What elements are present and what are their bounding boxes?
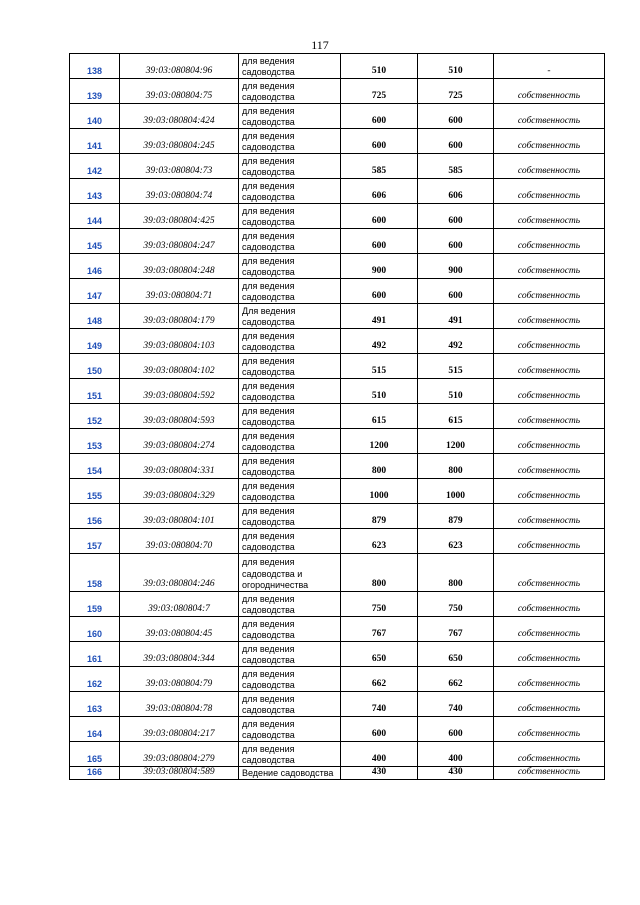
- area-documented-cell: 600: [418, 229, 494, 254]
- land-use-cell: для ведения садоводства: [239, 404, 341, 429]
- area-documented-cell: 600: [418, 129, 494, 154]
- cadastral-number-cell: 39:03:080804:274: [120, 429, 239, 454]
- row-number-cell: 159: [70, 592, 120, 617]
- area-cell: 606: [341, 179, 418, 204]
- table-row: [70, 529, 605, 554]
- table-row: [70, 642, 605, 667]
- row-number-cell: 163: [70, 692, 120, 717]
- table-row: [70, 479, 605, 504]
- cadastral-number-cell: 39:03:080804:73: [120, 154, 239, 179]
- cadastral-number-cell: 39:03:080804:344: [120, 642, 239, 667]
- area-cell: 600: [341, 229, 418, 254]
- row-number-cell: 152: [70, 404, 120, 429]
- area-cell: 767: [341, 617, 418, 642]
- area-cell: 900: [341, 254, 418, 279]
- area-cell: 515: [341, 354, 418, 379]
- area-documented-cell: 650: [418, 642, 494, 667]
- table-row: [70, 504, 605, 529]
- land-use-cell: для ведения садоводства: [239, 479, 341, 504]
- table-row: [70, 304, 605, 329]
- ownership-right-cell: собственность: [494, 279, 605, 304]
- area-documented-cell: 606: [418, 179, 494, 204]
- land-use-cell: для ведения садоводства: [239, 229, 341, 254]
- cadastral-number-cell: 39:03:080804:246: [120, 554, 239, 592]
- row-number-cell: 165: [70, 742, 120, 767]
- table-row: [70, 429, 605, 454]
- table-row: [70, 179, 605, 204]
- ownership-right-cell: собственность: [494, 692, 605, 717]
- table-row: [70, 154, 605, 179]
- cadastral-number-cell: 39:03:080804:593: [120, 404, 239, 429]
- cadastral-number-cell: 39:03:080804:329: [120, 479, 239, 504]
- area-documented-cell: 900: [418, 254, 494, 279]
- table-row: [70, 104, 605, 129]
- area-cell: 510: [341, 379, 418, 404]
- ownership-right-cell: собственность: [494, 254, 605, 279]
- area-cell: 491: [341, 304, 418, 329]
- area-cell: 615: [341, 404, 418, 429]
- land-use-cell: для ведения садоводства: [239, 154, 341, 179]
- area-cell: 623: [341, 529, 418, 554]
- area-documented-cell: 510: [418, 379, 494, 404]
- row-number-cell: 146: [70, 254, 120, 279]
- land-use-cell: для ведения садоводства: [239, 692, 341, 717]
- land-use-cell: для ведения садоводства: [239, 429, 341, 454]
- area-cell: 750: [341, 592, 418, 617]
- row-number-cell: 147: [70, 279, 120, 304]
- area-documented-cell: 585: [418, 154, 494, 179]
- cadastral-number-cell: 39:03:080804:75: [120, 79, 239, 104]
- cadastral-number-cell: 39:03:080804:74: [120, 179, 239, 204]
- area-cell: 600: [341, 129, 418, 154]
- ownership-right-cell: собственность: [494, 554, 605, 592]
- ownership-right-cell: собственность: [494, 329, 605, 354]
- ownership-right-cell: собственность: [494, 617, 605, 642]
- cadastral-number-cell: 39:03:080804:592: [120, 379, 239, 404]
- ownership-right-cell: собственность: [494, 154, 605, 179]
- row-number-cell: 144: [70, 204, 120, 229]
- land-use-cell: для ведения садоводства: [239, 104, 341, 129]
- cadastral-number-cell: 39:03:080804:96: [120, 54, 239, 79]
- row-number-cell: 150: [70, 354, 120, 379]
- row-number-cell: 156: [70, 504, 120, 529]
- area-cell: 650: [341, 642, 418, 667]
- area-documented-cell: 430: [418, 767, 494, 780]
- ownership-right-cell: собственность: [494, 229, 605, 254]
- area-cell: 800: [341, 554, 418, 592]
- row-number-cell: 149: [70, 329, 120, 354]
- table-row: [70, 692, 605, 717]
- land-use-cell: для ведения садоводства: [239, 667, 341, 692]
- land-use-cell: для ведения садоводства: [239, 54, 341, 79]
- row-number-cell: 161: [70, 642, 120, 667]
- area-cell: 1200: [341, 429, 418, 454]
- row-number-cell: 141: [70, 129, 120, 154]
- land-use-cell: для ведения садоводства и огородничества: [239, 554, 341, 592]
- ownership-right-cell: собственность: [494, 79, 605, 104]
- row-number-cell: 148: [70, 304, 120, 329]
- cadastral-number-cell: 39:03:080804:425: [120, 204, 239, 229]
- table-row: [70, 379, 605, 404]
- area-cell: 600: [341, 279, 418, 304]
- land-use-cell: для ведения садоводства: [239, 592, 341, 617]
- ownership-right-cell: собственность: [494, 404, 605, 429]
- area-documented-cell: 492: [418, 329, 494, 354]
- row-number-cell: 140: [70, 104, 120, 129]
- ownership-right-cell: собственность: [494, 642, 605, 667]
- table-row: [70, 329, 605, 354]
- ownership-right-cell: собственность: [494, 717, 605, 742]
- area-documented-cell: 1000: [418, 479, 494, 504]
- ownership-right-cell: собственность: [494, 129, 605, 154]
- land-use-cell: Для ведения садоводства: [239, 304, 341, 329]
- table-row: [70, 404, 605, 429]
- area-cell: 725: [341, 79, 418, 104]
- area-documented-cell: 879: [418, 504, 494, 529]
- area-documented-cell: 600: [418, 279, 494, 304]
- area-documented-cell: 800: [418, 454, 494, 479]
- land-use-cell: для ведения садоводства: [239, 254, 341, 279]
- area-documented-cell: 1200: [418, 429, 494, 454]
- cadastral-number-cell: 39:03:080804:79: [120, 667, 239, 692]
- cadastral-number-cell: 39:03:080804:589: [120, 767, 239, 780]
- area-documented-cell: 510: [418, 54, 494, 79]
- area-documented-cell: 800: [418, 554, 494, 592]
- row-number-cell: 162: [70, 667, 120, 692]
- area-documented-cell: 750: [418, 592, 494, 617]
- table-row: [70, 79, 605, 104]
- land-use-cell: для ведения садоводства: [239, 717, 341, 742]
- table-row: [70, 554, 605, 592]
- cadastral-number-cell: 39:03:080804:247: [120, 229, 239, 254]
- area-documented-cell: 400: [418, 742, 494, 767]
- row-number-cell: 143: [70, 179, 120, 204]
- table-row: [70, 54, 605, 79]
- area-documented-cell: 740: [418, 692, 494, 717]
- row-number-cell: 166: [70, 767, 120, 780]
- land-use-cell: для ведения садоводства: [239, 529, 341, 554]
- area-documented-cell: 725: [418, 79, 494, 104]
- area-documented-cell: 623: [418, 529, 494, 554]
- land-use-cell: для ведения садоводства: [239, 379, 341, 404]
- row-number-cell: 157: [70, 529, 120, 554]
- area-documented-cell: 600: [418, 204, 494, 229]
- row-number-cell: 158: [70, 554, 120, 592]
- ownership-right-cell: собственность: [494, 204, 605, 229]
- cadastral-number-cell: 39:03:080804:331: [120, 454, 239, 479]
- ownership-right-cell: собственность: [494, 592, 605, 617]
- area-cell: 600: [341, 717, 418, 742]
- table-row: [70, 667, 605, 692]
- area-cell: 662: [341, 667, 418, 692]
- land-use-cell: для ведения садоводства: [239, 642, 341, 667]
- land-use-cell: для ведения садоводства: [239, 504, 341, 529]
- table-row: [70, 767, 605, 780]
- ownership-right-cell: собственность: [494, 429, 605, 454]
- cadastral-number-cell: 39:03:080804:103: [120, 329, 239, 354]
- table-row: [70, 254, 605, 279]
- table-row: [70, 229, 605, 254]
- land-use-cell: для ведения садоводства: [239, 742, 341, 767]
- table-row: [70, 592, 605, 617]
- row-number-cell: 151: [70, 379, 120, 404]
- land-use-cell: для ведения садоводства: [239, 617, 341, 642]
- row-number-cell: 153: [70, 429, 120, 454]
- land-use-cell: для ведения садоводства: [239, 329, 341, 354]
- ownership-right-cell: собственность: [494, 742, 605, 767]
- row-number-cell: 145: [70, 229, 120, 254]
- area-cell: 600: [341, 204, 418, 229]
- area-documented-cell: 615: [418, 404, 494, 429]
- table-row: [70, 617, 605, 642]
- area-cell: 879: [341, 504, 418, 529]
- area-cell: 400: [341, 742, 418, 767]
- land-use-cell: для ведения садоводства: [239, 354, 341, 379]
- cadastral-number-cell: 39:03:080804:71: [120, 279, 239, 304]
- row-number-cell: 160: [70, 617, 120, 642]
- ownership-right-cell: собственность: [494, 529, 605, 554]
- cadastral-number-cell: 39:03:080804:45: [120, 617, 239, 642]
- cadastral-number-cell: 39:03:080804:279: [120, 742, 239, 767]
- ownership-right-cell: собственность: [494, 479, 605, 504]
- land-use-cell: для ведения садоводства: [239, 454, 341, 479]
- land-use-cell: для ведения садоводства: [239, 204, 341, 229]
- area-documented-cell: 515: [418, 354, 494, 379]
- ownership-right-cell: -: [494, 54, 605, 79]
- ownership-right-cell: собственность: [494, 667, 605, 692]
- cadastral-number-cell: 39:03:080804:101: [120, 504, 239, 529]
- table-row: [70, 454, 605, 479]
- land-plots-table: [69, 53, 605, 780]
- row-number-cell: 164: [70, 717, 120, 742]
- area-documented-cell: 600: [418, 104, 494, 129]
- row-number-cell: 142: [70, 154, 120, 179]
- cadastral-number-cell: 39:03:080804:179: [120, 304, 239, 329]
- row-number-cell: 154: [70, 454, 120, 479]
- area-cell: 600: [341, 104, 418, 129]
- row-number-cell: 139: [70, 79, 120, 104]
- ownership-right-cell: собственность: [494, 304, 605, 329]
- row-number-cell: 138: [70, 54, 120, 79]
- area-cell: 510: [341, 54, 418, 79]
- area-cell: 585: [341, 154, 418, 179]
- area-documented-cell: 767: [418, 617, 494, 642]
- cadastral-number-cell: 39:03:080804:245: [120, 129, 239, 154]
- cadastral-number-cell: 39:03:080804:248: [120, 254, 239, 279]
- ownership-right-cell: собственность: [494, 354, 605, 379]
- row-number-cell: 155: [70, 479, 120, 504]
- ownership-right-cell: собственность: [494, 104, 605, 129]
- area-documented-cell: 662: [418, 667, 494, 692]
- land-use-cell: для ведения садоводства: [239, 79, 341, 104]
- table-row: [70, 742, 605, 767]
- cadastral-number-cell: 39:03:080804:424: [120, 104, 239, 129]
- area-cell: 1000: [341, 479, 418, 504]
- table-row: [70, 204, 605, 229]
- area-cell: 800: [341, 454, 418, 479]
- cadastral-number-cell: 39:03:080804:7: [120, 592, 239, 617]
- area-cell: 492: [341, 329, 418, 354]
- area-cell: 740: [341, 692, 418, 717]
- land-use-cell: для ведения садоводства: [239, 179, 341, 204]
- ownership-right-cell: собственность: [494, 179, 605, 204]
- table-row: [70, 279, 605, 304]
- area-documented-cell: 491: [418, 304, 494, 329]
- land-use-cell: для ведения садоводства: [239, 129, 341, 154]
- area-cell: 430: [341, 767, 418, 780]
- table-row: [70, 717, 605, 742]
- ownership-right-cell: собственность: [494, 767, 605, 780]
- land-use-cell: для ведения садоводства: [239, 279, 341, 304]
- cadastral-number-cell: 39:03:080804:217: [120, 717, 239, 742]
- table-row: [70, 129, 605, 154]
- table-row: [70, 354, 605, 379]
- ownership-right-cell: собственность: [494, 454, 605, 479]
- area-documented-cell: 600: [418, 717, 494, 742]
- cadastral-number-cell: 39:03:080804:78: [120, 692, 239, 717]
- cadastral-number-cell: 39:03:080804:70: [120, 529, 239, 554]
- page-number: 117: [311, 38, 329, 52]
- cadastral-number-cell: 39:03:080804:102: [120, 354, 239, 379]
- land-use-cell: Ведение садоводства: [239, 767, 341, 780]
- ownership-right-cell: собственность: [494, 504, 605, 529]
- ownership-right-cell: собственность: [494, 379, 605, 404]
